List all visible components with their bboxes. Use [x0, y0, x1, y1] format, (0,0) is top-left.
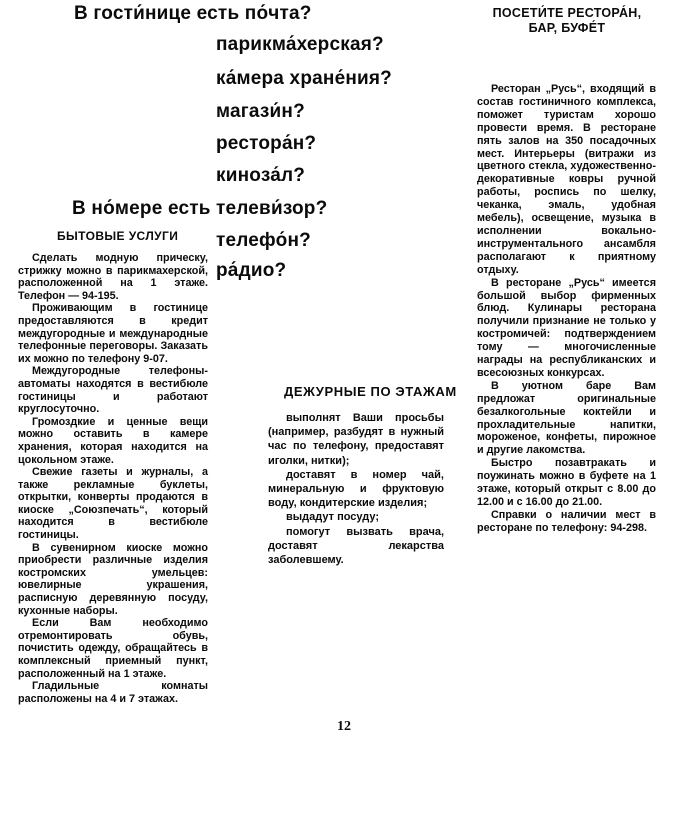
attendants-paragraph: выдадут посуду;: [286, 511, 380, 524]
restaurant-paragraph: Быстро позавтракать и поужинать можно в буфете на 1 этаже, который открыт с 8.00 до 12.00 и с 16.00 до 21.00.: [477, 457, 656, 508]
phrase-question: ра́дио?: [216, 260, 287, 281]
phrase-question: парикма́херская?: [216, 34, 384, 55]
services-paragraph: Гладильные комнаты расположены на 4 и 7 этажах.: [18, 680, 208, 705]
phrase-question: рестора́н?: [216, 133, 317, 154]
attendants-paragraph: помогут вызвать врача, доставят лекарства заболевшему.: [268, 525, 444, 567]
attendants-section-title: ДЕЖУРНЫЕ ПО ЭТАЖАМ: [284, 384, 457, 399]
phrase-question: телефо́н?: [216, 230, 311, 251]
restaurant-paragraph: Справки о наличии мест в ресторане по телефону: 94-298.: [477, 508, 656, 534]
attendants-paragraph: доставят в номер чай, минеральную и фруктовую воду, кондитерские изделия;: [268, 468, 444, 510]
services-paragraph: В сувенирном киоске можно приобрести различные изделия костромских умельцев: ювелирные украшения, расписную деревянную посуду, кухонные наборы.: [18, 541, 208, 617]
phrase-question: ка́мера хране́ния?: [216, 68, 392, 89]
page-number: 12: [337, 719, 351, 734]
attendants-section-body: [268, 411, 444, 567]
restaurant-section-title: [477, 6, 657, 36]
services-paragraph: Если Вам необходимо отремонтировать обувь, почистить одежду, обращайтесь в комплексный приемный пункт, расположенный на 1 этаже.: [18, 617, 208, 680]
phrase-question: телеви́зор?: [216, 198, 328, 219]
restaurant-paragraph: В ресторане „Русь“ имеется большой выбор фирменных блюд. Кулинары ресторана получили признание не только у костромичей: подтверждением тому — многочисленные награды на республиканских и всесоюзных конкурсах.: [477, 276, 656, 379]
services-section-body: [18, 252, 208, 705]
restaurant-title-line2: БАР, БУФЕ́Т: [528, 21, 606, 35]
services-paragraph: Междугородные телефоны-автоматы находятся в вестибюле гостиницы и работают круглосуточно.: [18, 365, 208, 416]
phrase-hotel-heading: В гости́нице есть по́чта?: [74, 3, 312, 24]
phrase-question: магази́н?: [216, 101, 305, 122]
services-section-title: БЫТОВЫЕ УСЛУГИ: [57, 229, 179, 243]
restaurant-section-body: [477, 83, 656, 535]
services-paragraph: Сделать модную прическу, стрижку можно в парикмахерской, расположенной на 1 этаже. Телефон — 94-195.: [18, 252, 208, 302]
services-paragraph: Проживающим в гостинице предоставляются в кредит междугородные и международные телефонные переговоры. Заказать их можно по телефону 9-07.: [18, 302, 208, 365]
restaurant-title-line1: ПОСЕТИ́ТЕ РЕСТОРА́Н,: [492, 6, 642, 20]
restaurant-paragraph: В уютном баре Вам предложат оригинальные безалкогольные коктейли и прохладительные напитки, мороженое, конфеты, пирожное и другие лакомства.: [477, 379, 656, 457]
services-paragraph: Свежие газеты и журналы, а также рекламные буклеты, открытки, конверты продаются в киоске „Союзпечать“, который находится в вестибюле гостиницы.: [18, 466, 208, 542]
services-paragraph: Громоздкие и ценные вещи можно оставить в камере хранения, которая находится на цокольном этаже.: [18, 415, 208, 466]
phrase-question: киноза́л?: [216, 165, 306, 186]
attendants-paragraph: выполнят Ваши просьбы (например, разбудят в нужный час по телефону, предоставят иголки, нитки);: [268, 412, 444, 467]
restaurant-paragraph: Ресторан „Русь“, входящий в состав гостиничного комплекса, поможет туристам хорошо провести время. В ресторане пять залов на 350 посадочных мест. Интерьеры (витражи из цветного стекла, художественно-декоративные ковры ручной работы, роспись по шелку, чеканка, эмаль, удобная мебель), освещение, музыка в исполнении вокально-инструментального ансамбля располагают к приятному отдыху.: [477, 83, 656, 276]
phrase-room-heading: В но́мере есть: [72, 198, 211, 219]
